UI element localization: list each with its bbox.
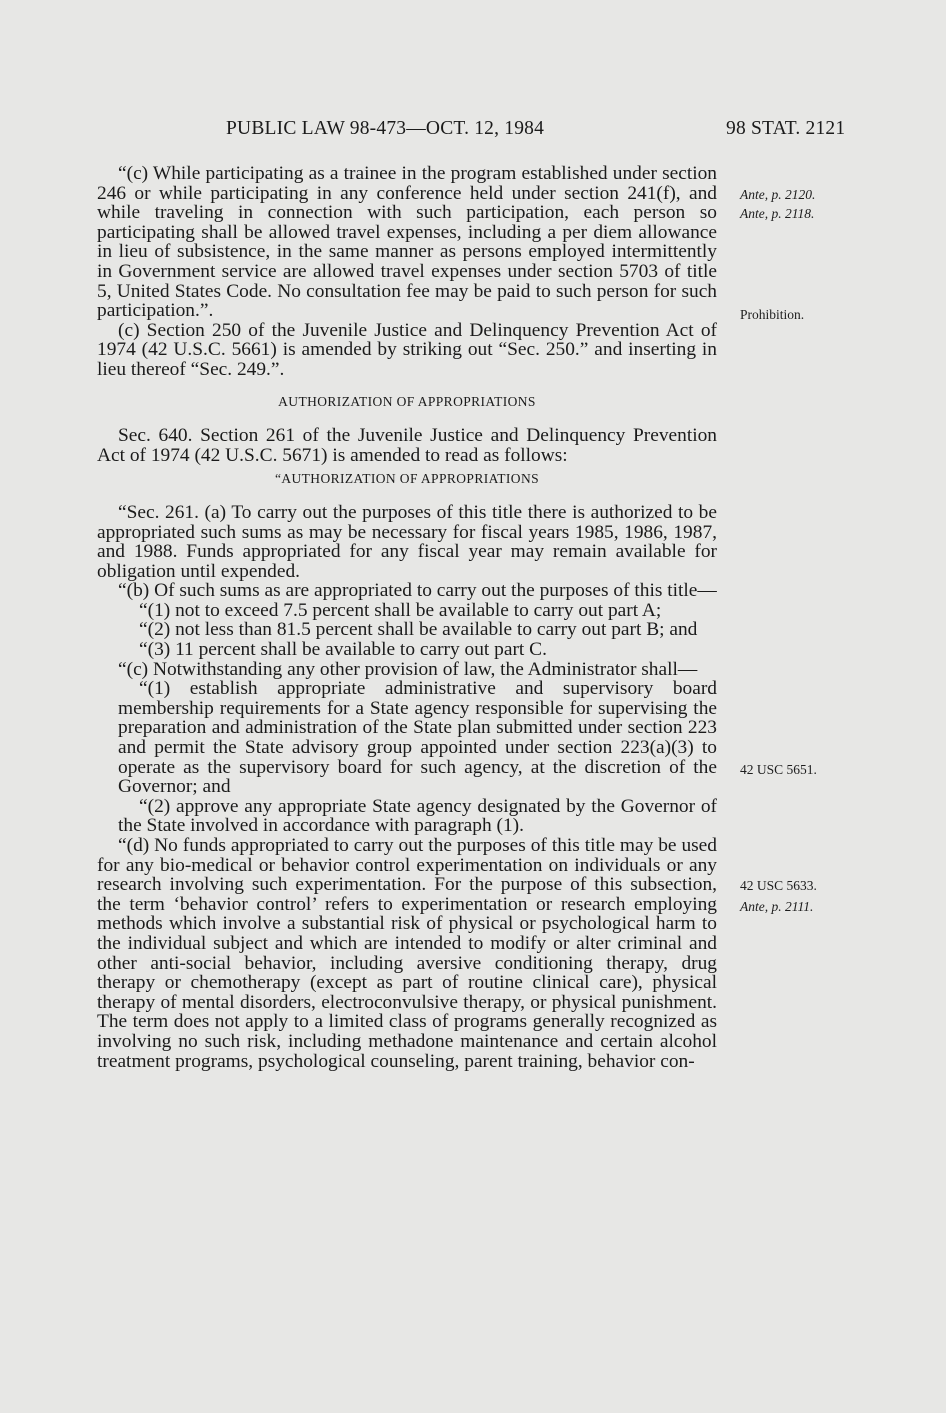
paragraph-sec-640: Sec. 640. Section 261 of the Juvenile Justice and Delinquency Prevention Act of 1974 (42 U.S.C. 5671) is amended to read as follows:: [97, 425, 717, 466]
clause-b-1: “(1) not to exceed 7.5 percent shall be available to carry out part A;: [139, 599, 662, 621]
page-header-title: PUBLIC LAW 98-473—OCT. 12, 1984: [226, 118, 545, 139]
margin-note-usc-5633: 42 USC 5633.: [740, 878, 817, 893]
clause-b-3: “(3) 11 percent shall be available to carry out part C.: [139, 639, 547, 661]
paragraph-c-travel: “(c) While participating as a trainee in the program established under section 246 or while participating in any conference held under section 241(f), and while traveling in connection with such participation, each person so participating shall be allowed travel expenses, including a per diem allowance in lieu of subsistence, in the same manner as persons employed intermittently in Government service are allowed travel expenses under section 5703 of title 5, United States Code. No consultation fee may be paid to such person for such participation.”.: [97, 163, 717, 322]
page-header-stat: 98 STAT. 2121: [726, 118, 846, 139]
margin-note-ante-2118: Ante, p. 2118.: [740, 206, 815, 221]
margin-note-ante-2111: Ante, p. 2111.: [740, 899, 814, 914]
margin-note-ante-2120: Ante, p. 2120.: [740, 187, 816, 202]
paragraph-b: “(b) Of such sums as are appropriated to carry out the purposes of this title—: [118, 580, 717, 602]
margin-note-prohibition: Prohibition.: [740, 307, 805, 322]
section-heading: AUTHORIZATION OF APPROPRIATIONS: [278, 393, 536, 409]
quoted-section-heading: “AUTHORIZATION OF APPROPRIATIONS: [274, 471, 540, 487]
clause-c-2: “(2) approve any appropriate State agency designated by the Governor of the State involved in accordance with paragraph (1).: [118, 795, 717, 837]
clause-b-2: “(2) not less than 81.5 percent shall be available to carry out part B; and: [139, 619, 698, 641]
clause-c-1: “(1) establish appropriate administrative and supervisory board membership requirements for a State agency responsible for supervising the preparation and administration of the State plan submitted under section 223 and permit the State advisory group appointed under section 223(a)(3) to operate as the supervisory board for such agency, at the discretion of the Governor; and: [118, 678, 717, 798]
paragraph-d-funds: “(d) No funds appropriated to carry out the purposes of this title may be used for any bio-medical or behavior control experimentation on individuals or any research involving such experimentation. For the purpose of this subsection, the term ‘behavior control’ refers to experimentation or research employing methods which involve a substantial risk of physical or psychological harm to the individual subject and which are intended to modify or alter criminal and other anti-social behavior, including aversive conditioning therapy, drug therapy or chemotherapy (except as part of routine clinical care), physical therapy of mental disorders, electroconvulsive therapy, or physical punishment. The term does not apply to a limited class of programs generally recognized as involving no such risk, including methadone maintenance and certain alcohol treatment programs, psychological counseling, parent training, behavior con-: [97, 835, 717, 1072]
paragraph-sec-261-a: “Sec. 261. (a) To carry out the purposes of this title there is authorized to be appropriated such sums as may be necessary for fiscal years 1985, 1986, 1987, and 1988. Funds appropriated for any fiscal year may remain available for obligation until expended.: [97, 501, 717, 582]
paragraph-c-section-250: (c) Section 250 of the Juvenile Justice and Delinquency Prevention Act of 1974 (42 U.S.C. 5661) is amended by striking out “Sec. 250.” and inserting in lieu thereof “Sec. 249.”.: [97, 319, 717, 380]
body-text-column: [97, 164, 717, 1071]
paragraph-c-administrator: “(c) Notwithstanding any other provision of law, the Administrator shall—: [118, 658, 698, 680]
margin-note-usc-5651: 42 USC 5651.: [740, 762, 817, 777]
